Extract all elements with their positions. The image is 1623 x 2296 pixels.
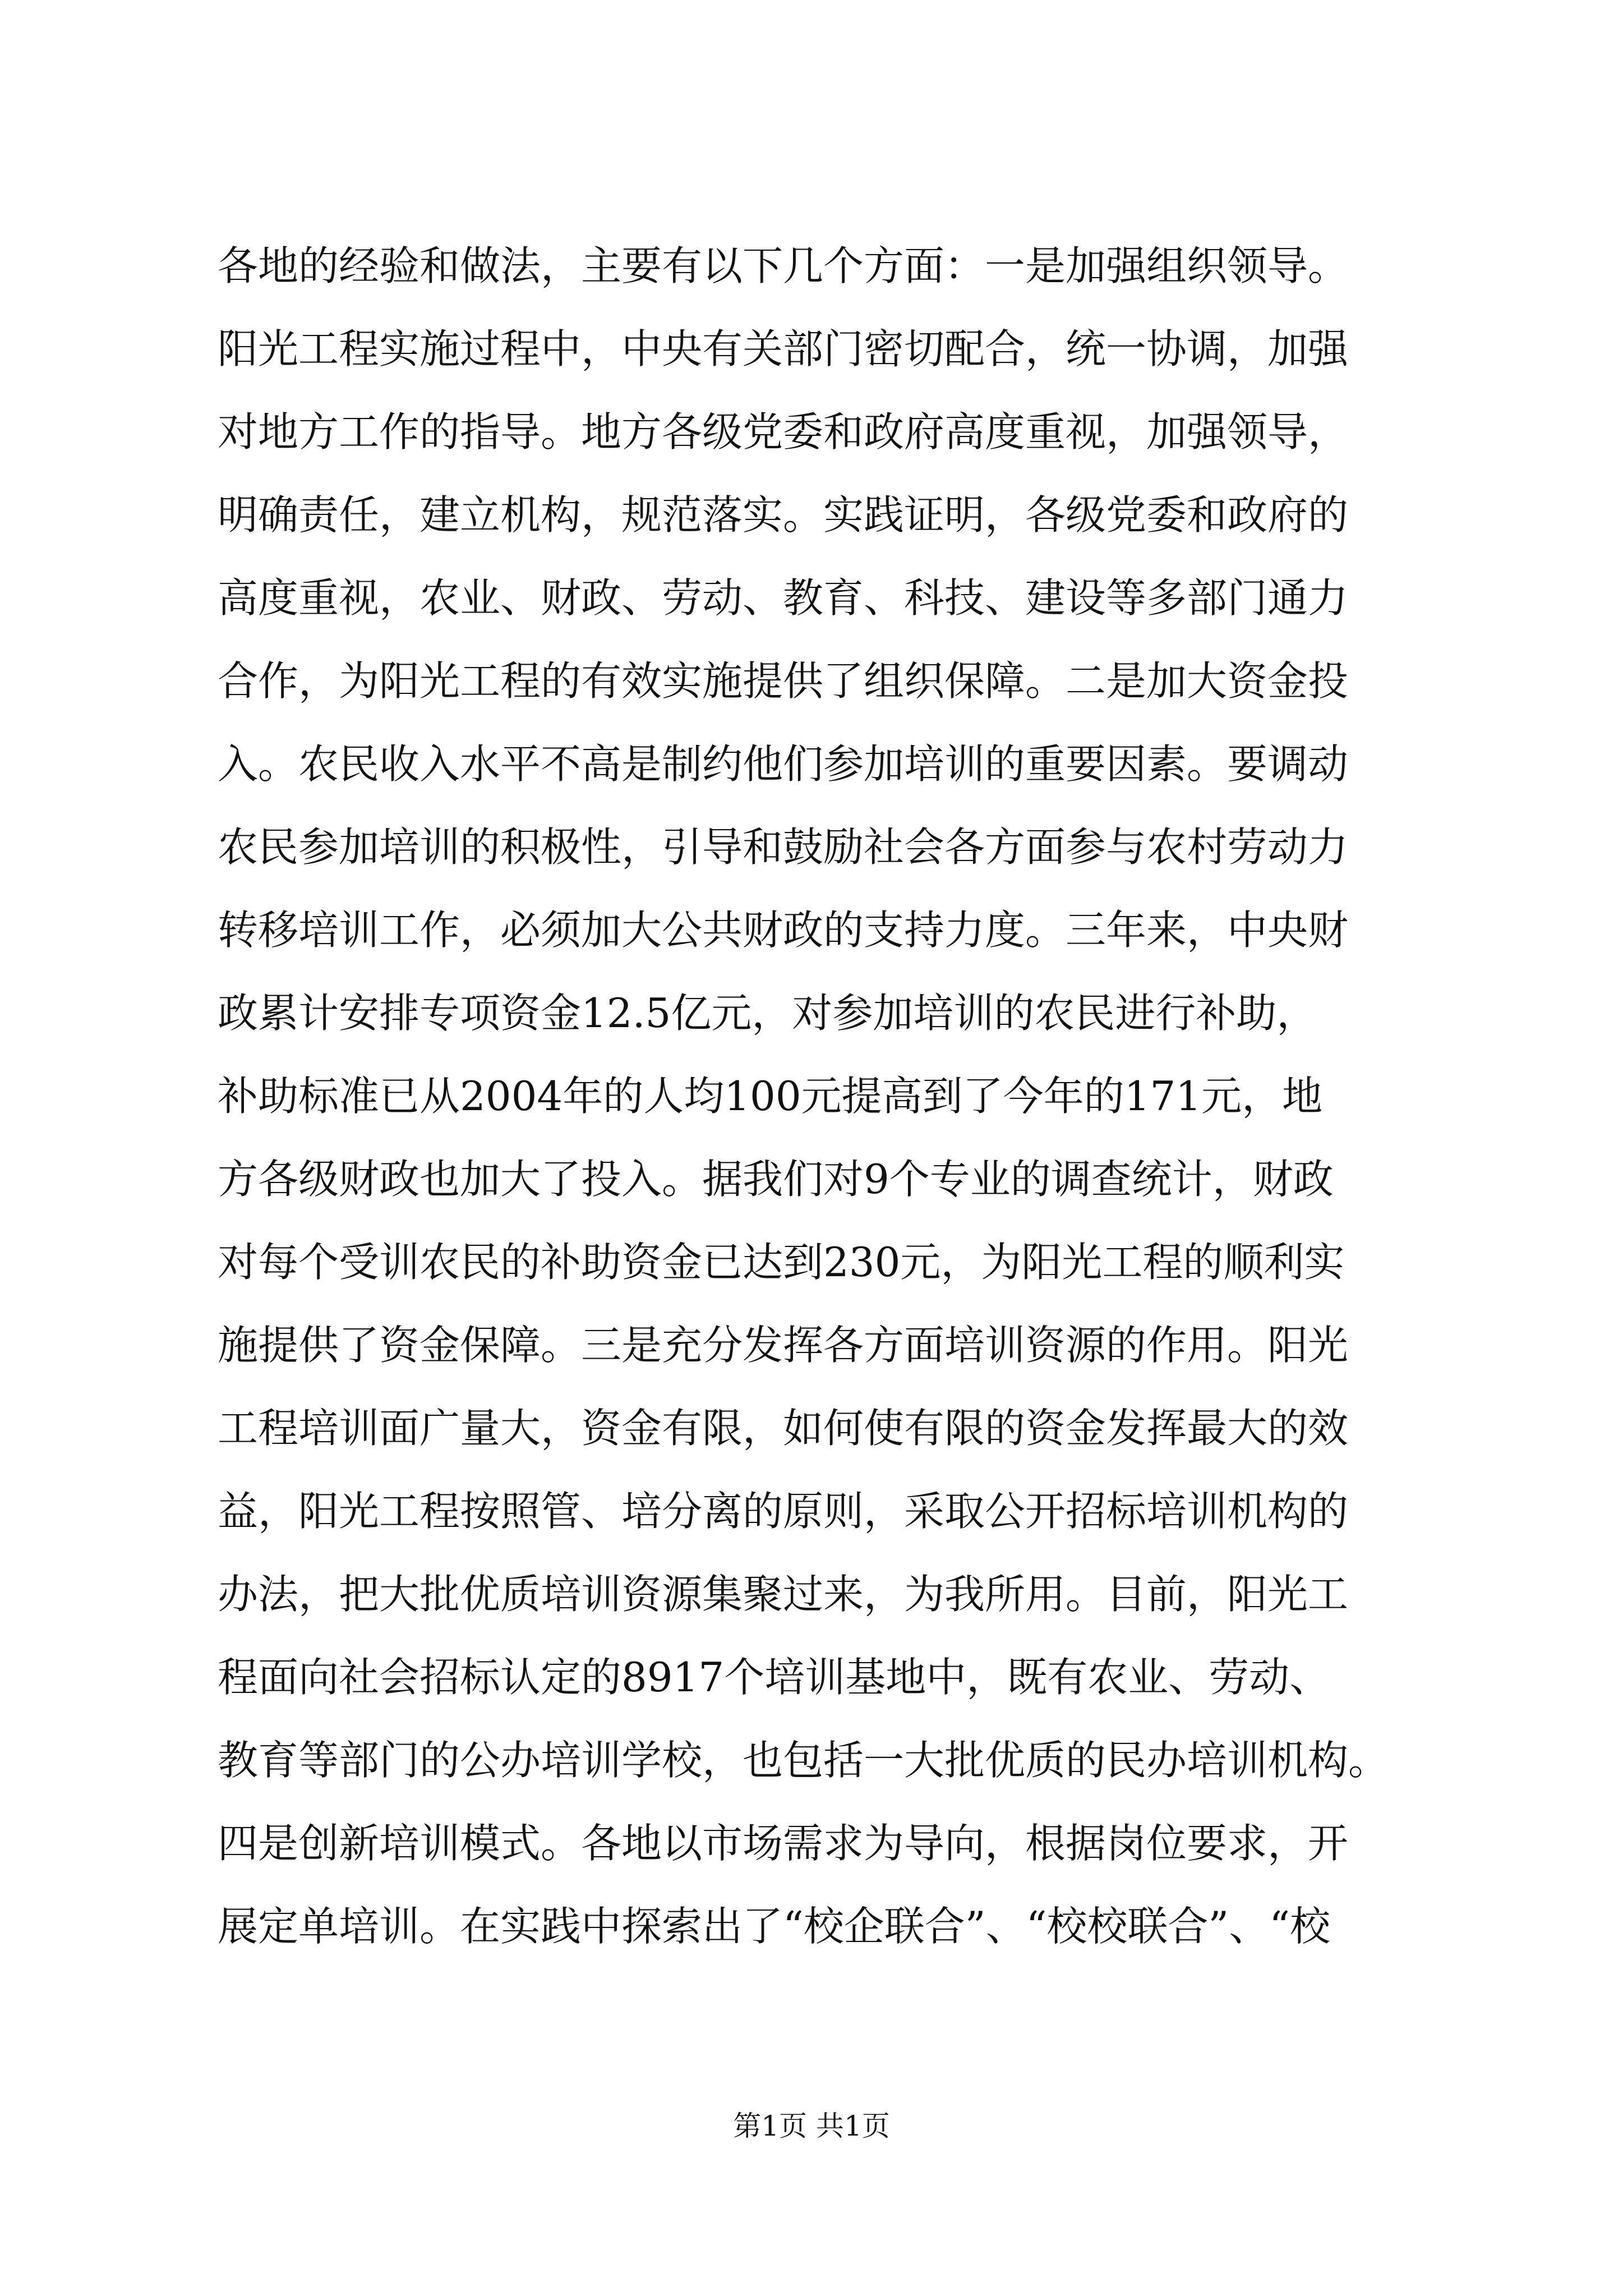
text-line: 程面向社会招标认定的8917个培训基地中，既有农业、劳动、: [218, 1654, 1330, 1701]
body-text: [218, 224, 1429, 1968]
text-line: 方各级财政也加大了投入。据我们对9个专业的调查统计，财政: [218, 1156, 1334, 1203]
text-line: 教育等部门的公办培训学校，也包括一大批优质的民办培训机构。: [218, 1737, 1389, 1784]
text-line: 益，阳光工程按照管、培分离的原则，采取公开招标培训机构的: [218, 1488, 1349, 1535]
text-line: 农民参加培训的积极性，引导和鼓励社会各方面参与农村劳动力: [218, 823, 1349, 871]
text-line: 对每个受训农民的补助资金已达到230元，为阳光工程的顺利实: [218, 1239, 1345, 1286]
text-line: 政累计安排专项资金12.5亿元，对参加培训的农民进行补助，: [218, 990, 1317, 1037]
text-line: 合作，为阳光工程的有效实施提供了组织保障。二是加大资金投: [218, 657, 1349, 705]
page-number: 第1页 共1页: [733, 2110, 890, 2142]
text-line: 办法，把大批优质培训资源集聚过来，为我所用。目前，阳光工: [218, 1571, 1349, 1618]
text-line: 高度重视，农业、财政、劳动、教育、科技、建设等多部门通力: [218, 574, 1349, 622]
text-line: 对地方工作的指导。地方各级党委和政府高度重视，加强领导，: [218, 408, 1349, 455]
text-line: 明确责任，建立机构，规范落实。实践证明，各级党委和政府的: [218, 491, 1349, 539]
text-line: 施提供了资金保障。三是充分发挥各方面培训资源的作用。阳光: [218, 1322, 1349, 1369]
text-line: 四是创新培训模式。各地以市场需求为导向，根据岗位要求，开: [218, 1820, 1349, 1867]
text-line: 补助标准已从2004年的人均100元提高到了今年的171元，地: [218, 1073, 1323, 1120]
text-line: 阳光工程实施过程中，中央有关部门密切配合，统一协调，加强: [218, 325, 1349, 372]
text-line: 入。农民收入水平不高是制约他们参加培训的重要因素。要调动: [218, 740, 1349, 788]
text-line: 工程培训面广量大，资金有限，如何使有限的资金发挥最大的效: [218, 1405, 1349, 1452]
page-footer: [0, 2106, 1623, 2146]
text-line: 转移培训工作，必须加大公共财政的支持力度。三年来，中央财: [218, 907, 1349, 954]
text-line: 展定单培训。在实践中探索出了“校企联合”、“校校联合”、“校: [218, 1903, 1331, 1950]
text-line: 各地的经验和做法，主要有以下几个方面：一是加强组织领导。: [218, 242, 1349, 289]
